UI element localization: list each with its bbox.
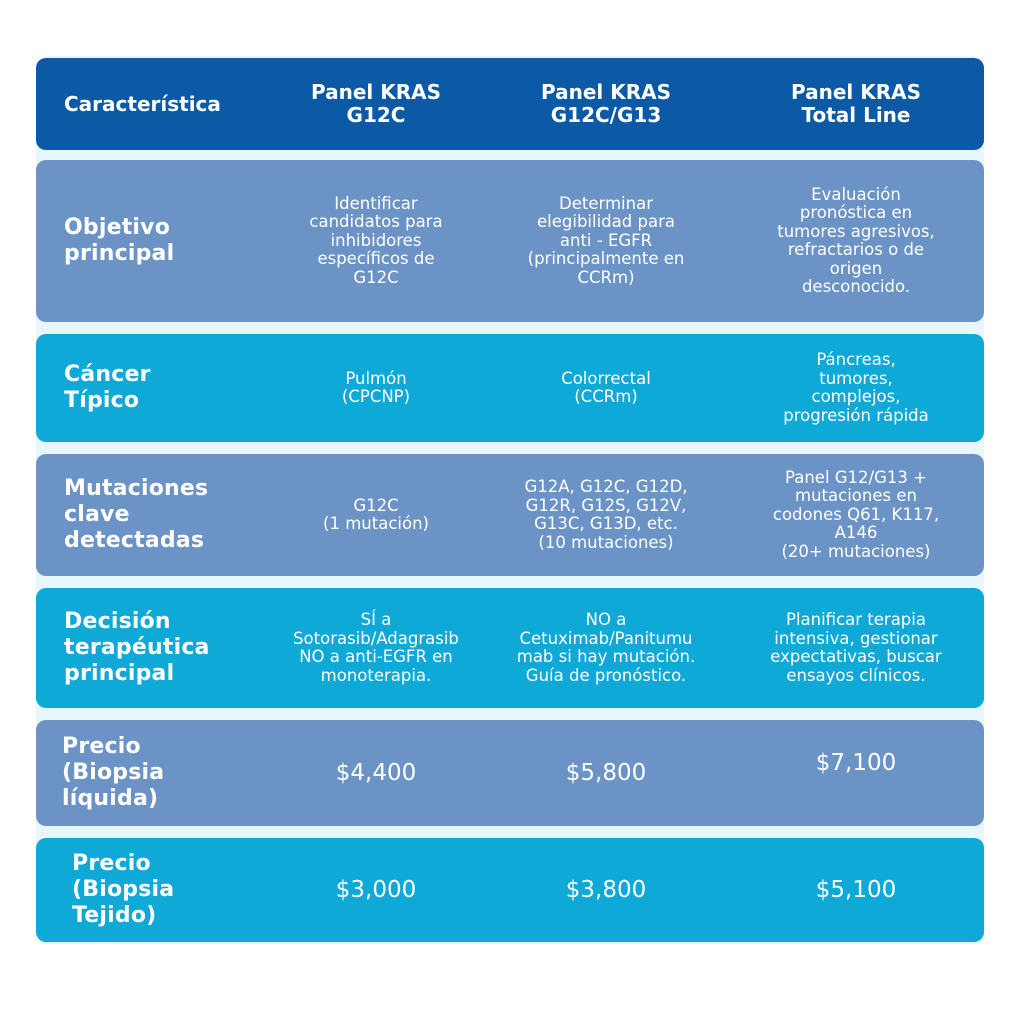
- table-row-precio-tejido: [36, 838, 984, 942]
- cell-precio-tejido-g12c-wrap: [276, 838, 476, 942]
- header-panel-total: Panel KRAS Total Line: [790, 80, 922, 127]
- cell-decision-g12c-g13: NO a Cetuximab/Panitumu mab si hay mutación. Guía de pronóstico.: [516, 610, 696, 685]
- row-label-cancer: Cáncer Típico: [64, 362, 151, 413]
- row-label-cell: [64, 160, 274, 322]
- row-label-decision: Decisión terapéutica principal: [64, 609, 210, 686]
- cell-precio-liquida-total: $7,100: [815, 750, 897, 776]
- cell-precio-liquida-g12c-wrap: [276, 720, 476, 826]
- cell-objetivo-total-wrap: [751, 160, 961, 322]
- row-label-cell: [64, 334, 274, 442]
- table-row-cancer: [36, 334, 984, 442]
- table-row-decision: [36, 588, 984, 708]
- cell-precio-liquida-total-wrap: [751, 720, 961, 806]
- header-caracteristica: Característica: [64, 91, 221, 116]
- row-label-cell: [64, 454, 274, 576]
- row-label-objetivo: Objetivo principal: [64, 215, 175, 266]
- cell-cancer-g12c-g13-wrap: [506, 334, 706, 442]
- table-header-row: [36, 58, 984, 150]
- cell-objetivo-total: Evaluación pronóstica en tumores agresivos, refractarios o de origen desconocido.: [777, 184, 935, 296]
- cell-precio-tejido-total-wrap: [751, 838, 961, 942]
- cell-cancer-g12c: Pulmón (CPCNP): [341, 368, 411, 406]
- cell-precio-tejido-g12c-g13-wrap: [506, 838, 706, 942]
- cell-precio-liquida-g12c-g13-wrap: [506, 720, 706, 826]
- cell-decision-g12c: SÍ a Sotorasib/Adagrasib NO a anti-EGFR en monoterapia.: [293, 610, 459, 685]
- header-panel-g12c-cell: [276, 58, 476, 150]
- row-label-cell: [72, 838, 282, 942]
- cell-cancer-total: Páncreas, tumores, complejos, progresión rápida: [783, 350, 929, 425]
- cell-decision-g12c-g13-wrap: [506, 588, 706, 708]
- cell-decision-total: Planificar terapia intensiva, gestionar expectativas, buscar ensayos clínicos.: [770, 610, 942, 685]
- cell-cancer-g12c-g13: Colorrectal (CCRm): [561, 368, 651, 406]
- cell-mutaciones-g12c-g13-wrap: [506, 454, 706, 576]
- cell-cancer-g12c-wrap: [276, 334, 476, 442]
- cell-objetivo-g12c: Identificar candidatos para inhibidores específicos de G12C: [309, 193, 443, 287]
- cell-objetivo-g12c-g13-wrap: [506, 160, 706, 322]
- cell-objetivo-g12c-g13: Determinar elegibilidad para anti - EGFR (principalmente en CCRm): [527, 193, 685, 287]
- cell-precio-tejido-total: $5,100: [815, 877, 897, 903]
- cell-cancer-total-wrap: [751, 334, 961, 442]
- cell-decision-total-wrap: [751, 588, 961, 708]
- header-panel-g12c: Panel KRAS G12C: [310, 80, 442, 127]
- header-panel-g12c-g13: Panel KRAS G12C/G13: [540, 80, 672, 127]
- table-row-objetivo: [36, 160, 984, 322]
- cell-mutaciones-g12c-g13: G12A, G12C, G12D, G12R, G12S, G12V, G13C, G13D, etc. (10 mutaciones): [524, 477, 688, 552]
- header-caracteristica-cell: [64, 58, 274, 150]
- header-panel-total-cell: [751, 58, 961, 150]
- row-label-cell: [62, 720, 272, 826]
- cell-precio-tejido-g12c: $3,000: [335, 877, 417, 903]
- table-row-mutaciones: [36, 454, 984, 576]
- cell-precio-liquida-g12c: $4,400: [335, 760, 417, 786]
- cell-precio-tejido-g12c-g13: $3,800: [565, 877, 647, 903]
- cell-mutaciones-total: Panel G12/G13 + mutaciones en codones Q61, K117, A146 (20+ mutaciones): [772, 467, 940, 561]
- cell-decision-g12c-wrap: [276, 588, 476, 708]
- cell-precio-liquida-g12c-g13: $5,800: [565, 760, 647, 786]
- cell-objetivo-g12c-wrap: [276, 160, 476, 322]
- header-panel-g12c-g13-cell: [506, 58, 706, 150]
- row-label-mutaciones: Mutaciones clave detectadas: [64, 476, 209, 553]
- cell-mutaciones-total-wrap: [751, 454, 961, 576]
- row-label-precio-tejido: Precio (Biopsia Tejido): [72, 851, 175, 928]
- row-label-precio-liquida: Precio (Biopsia líquida): [62, 734, 165, 811]
- cell-mutaciones-g12c: G12C (1 mutación): [323, 495, 429, 533]
- cell-mutaciones-g12c-wrap: [276, 454, 476, 576]
- row-label-cell: [64, 588, 274, 708]
- table-row-precio-liquida: [36, 720, 984, 826]
